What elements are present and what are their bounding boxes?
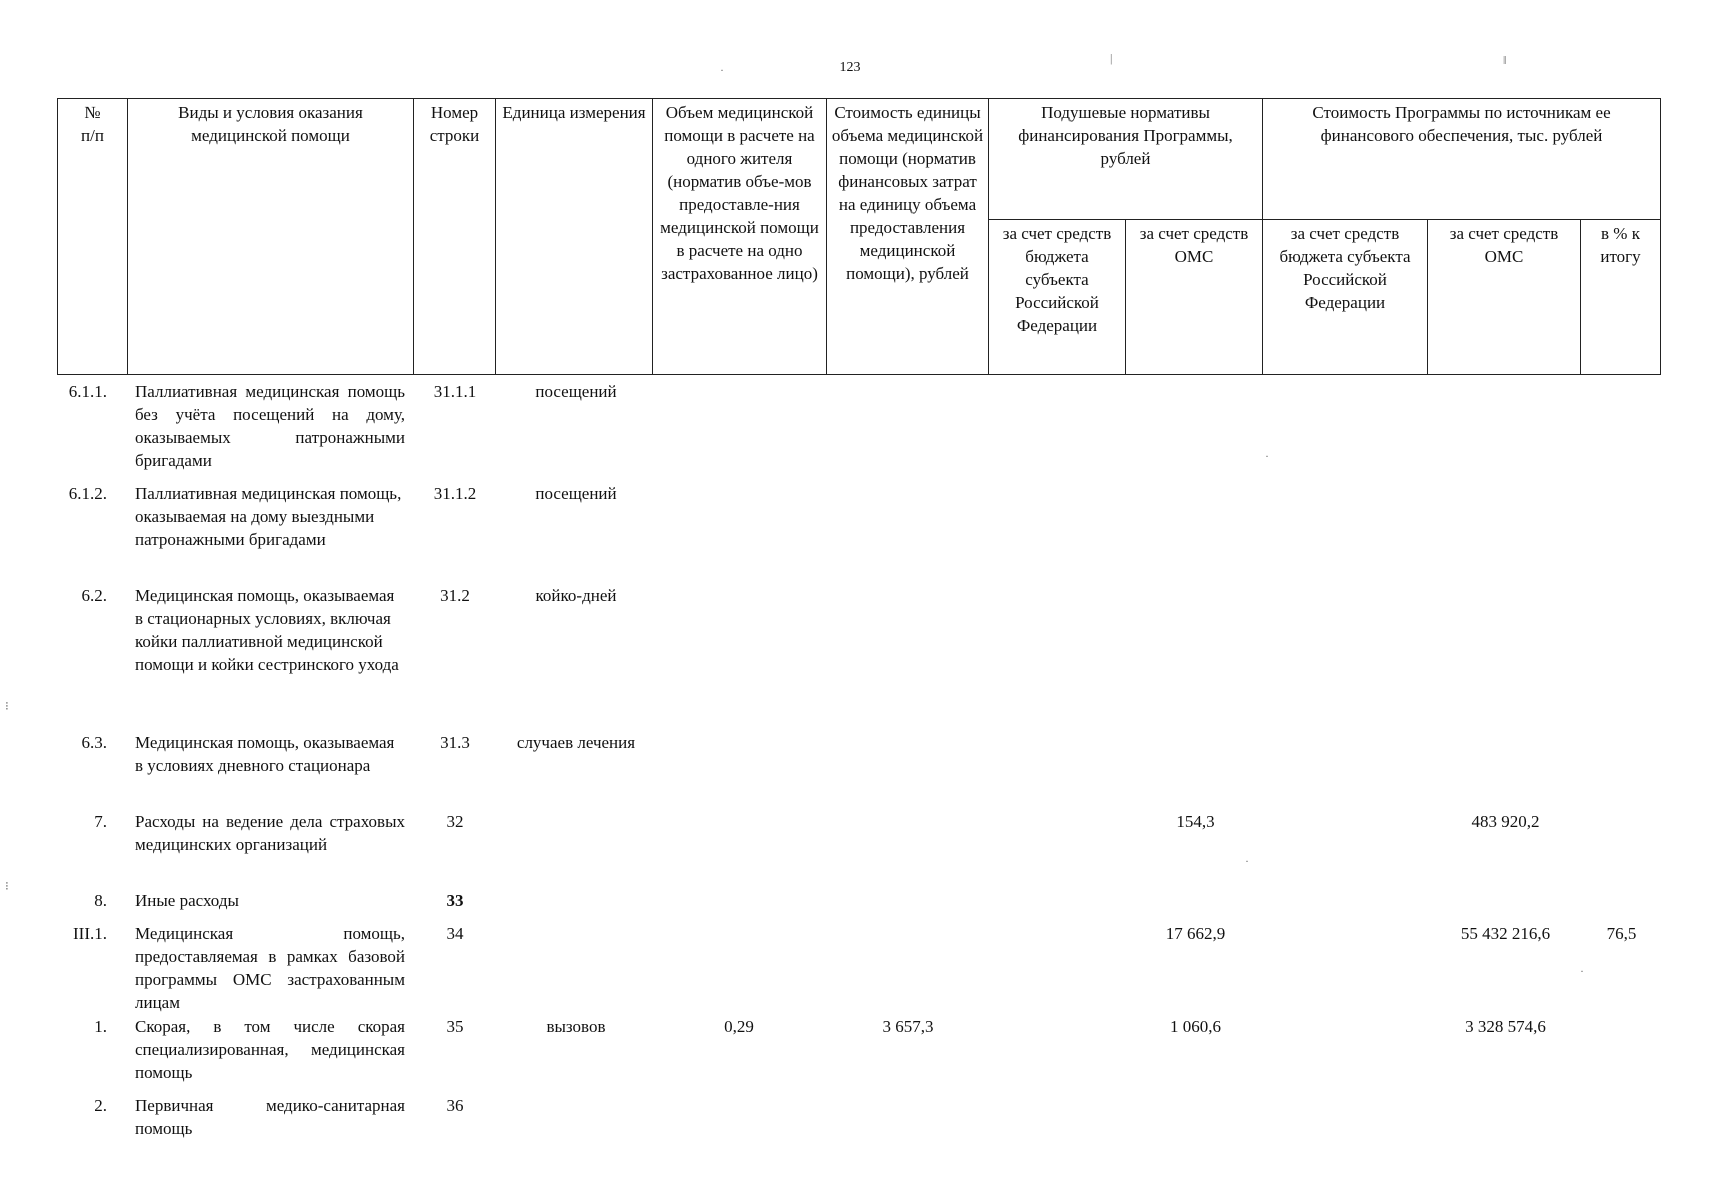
row-line-number: 31.1.2 xyxy=(433,484,477,503)
header-program-budget: за счет средств бюджета субъекта Российской Федерации xyxy=(1263,220,1428,375)
row-number: 6.1.2. xyxy=(68,484,107,503)
header-line-number: Номер строки xyxy=(414,99,496,375)
row-line-number: 33 xyxy=(446,891,464,910)
header-per-capita-budget: за счет средств бюджета субъекта Российской Федерации xyxy=(989,220,1126,375)
header-program-oms: за счет средств ОМС xyxy=(1428,220,1581,375)
scan-speck: ⁝ xyxy=(5,879,9,893)
row-program-oms: 3 328 574,6 xyxy=(1465,1017,1546,1036)
row-line-number: 36 xyxy=(446,1096,464,1115)
page-number: 123 xyxy=(839,60,861,75)
row-number: 7. xyxy=(94,812,107,831)
row-unit-cost: 3 657,3 xyxy=(882,1017,934,1036)
scan-speck: · xyxy=(1245,854,1249,868)
row-line-number: 32 xyxy=(446,812,464,831)
row-number: 6.3. xyxy=(81,733,107,752)
row-program-percent: 76,5 xyxy=(1606,924,1637,943)
row-unit: посещений xyxy=(535,382,617,401)
scan-speck: · xyxy=(1265,449,1269,463)
row-number: 6.1.1. xyxy=(68,382,107,401)
row-care-type: Паллиативная медицинская помощь без учёта посещений на дому, оказываемых патронажными бригадами xyxy=(135,382,405,470)
row-line-number: 35 xyxy=(446,1017,464,1036)
row-number: 1. xyxy=(94,1017,107,1036)
header-care-type: Виды и условия оказания медицинской помощи xyxy=(128,99,414,375)
row-unit: случаев лечения xyxy=(516,733,636,752)
row-per-capita-oms: 17 662,9 xyxy=(1165,924,1226,943)
header-number: № п/п xyxy=(58,99,128,375)
scan-speck: · xyxy=(1580,964,1584,978)
row-line-number: 31.3 xyxy=(440,733,470,752)
row-unit: койко-дней xyxy=(535,586,617,605)
row-number: III.1. xyxy=(73,924,107,943)
header-per-capita-oms: за счет средств ОМС xyxy=(1126,220,1263,375)
header-program-percent: в % к итогу xyxy=(1581,220,1661,375)
row-line-number: 31.2 xyxy=(440,586,470,605)
row-unit: вызовов xyxy=(546,1017,606,1036)
row-care-type: Иные расходы xyxy=(135,891,239,910)
row-care-type: Медицинская помощь, оказываемая в стационарных условиях, включая койки паллиативной медицинской помощи и койки сестринского ухода xyxy=(135,586,399,674)
row-number: 2. xyxy=(94,1096,107,1115)
row-number: 6.2. xyxy=(81,586,107,605)
row-line-number: 31.1.1 xyxy=(433,382,477,401)
row-unit: посещений xyxy=(535,484,617,503)
row-care-type: Медицинская помощь, предоставляемая в рамках базовой программы ОМС застрахованным лицам xyxy=(135,924,405,1012)
header-unit-cost: Стоимость единицы объема медицинской помощи (норматив финансовых затрат на единицу объема предоставления медицинской помощи), рублей xyxy=(827,99,989,375)
row-line-number: 34 xyxy=(446,924,464,943)
row-program-oms: 55 432 216,6 xyxy=(1460,924,1551,943)
scan-speck: ⁝ xyxy=(5,699,9,713)
row-volume: 0,29 xyxy=(724,1017,754,1036)
row-number: 8. xyxy=(94,891,107,910)
scan-speck: · xyxy=(720,63,724,77)
scan-speck: ‖ xyxy=(1503,53,1507,67)
header-volume: Объем медицинской помощи в расчете на одного жителя (норматив объе-мов предоставле-ния медицинской помощи в расчете на одно застрахованное лицо) xyxy=(653,99,827,375)
row-per-capita-oms: 1 060,6 xyxy=(1170,1017,1221,1036)
row-care-type: Скорая, в том числе скорая специализированная, медицинская помощь xyxy=(135,1017,405,1082)
header-unit: Единица измерения xyxy=(496,99,653,375)
scan-speck: | xyxy=(1110,51,1113,65)
row-program-oms: 483 920,2 xyxy=(1471,812,1540,831)
header-program-cost-group: Стоимость Программы по источникам ее финансового обеспечения, тыс. рублей xyxy=(1263,99,1661,220)
header-per-capita-group: Подушевые нормативы финансирования Программы, рублей xyxy=(989,99,1263,220)
row-care-type: Медицинская помощь, оказываемая в условиях дневного стационара xyxy=(135,733,395,775)
row-care-type: Расходы на ведение дела страховых медицинских организаций xyxy=(135,812,405,854)
row-care-type: Паллиативная медицинская помощь, оказываемая на дому выездными патронажными бригадами xyxy=(135,484,402,549)
row-per-capita-oms: 154,3 xyxy=(1176,812,1215,831)
row-care-type: Первичная медико-санитарная помощь xyxy=(135,1096,405,1138)
